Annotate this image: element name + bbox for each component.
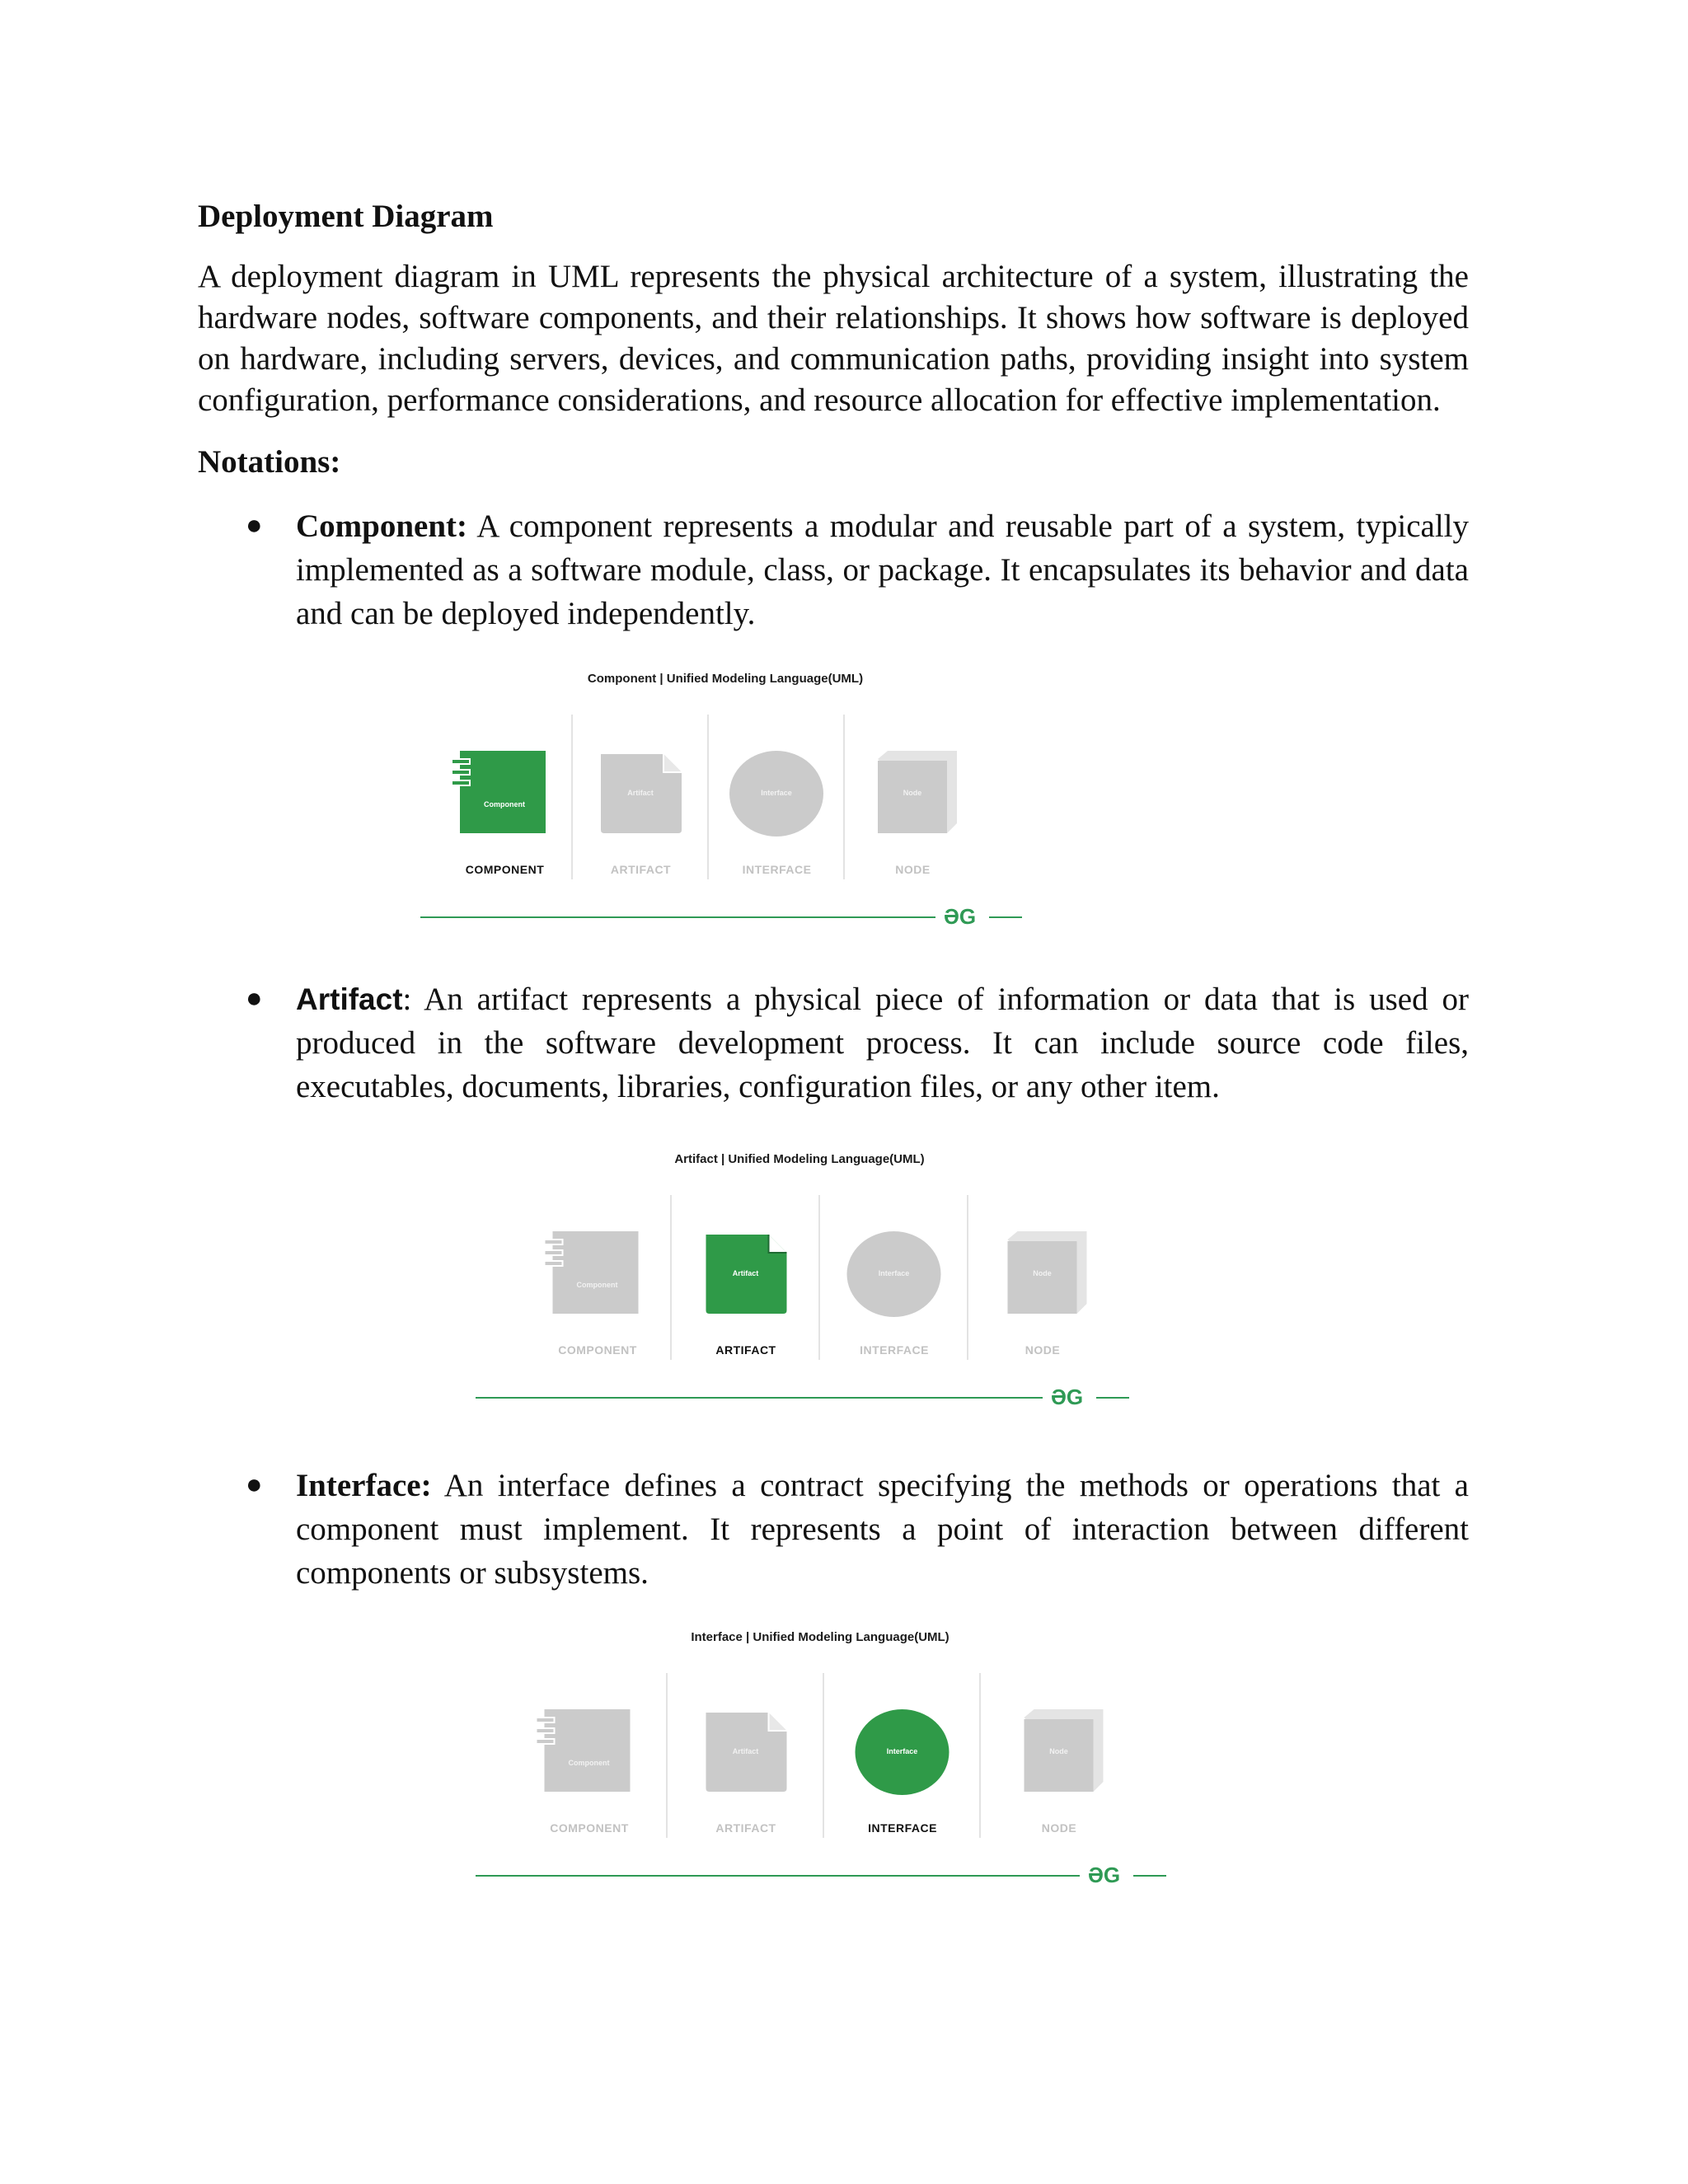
notation-label-component: COMPONENT [550, 1821, 629, 1835]
notation-cell-interface [824, 1673, 981, 1838]
figure-title: Artifact | Unified Modeling Language(UML) [674, 1152, 925, 1166]
artifact-figure [466, 1152, 1133, 1424]
interface-figure [466, 1630, 1175, 1902]
component-symbol [437, 748, 573, 846]
component-shape [553, 1231, 639, 1314]
notation-label-interface: INTERFACE [742, 863, 812, 876]
interface-symbol [709, 748, 845, 846]
brand-rule [476, 1397, 1043, 1399]
figure-title: Component | Unified Modeling Language(UML) [587, 672, 864, 686]
page-title: Deployment Diagram [198, 199, 494, 234]
node-symbol [845, 748, 981, 846]
component-port [537, 1728, 555, 1733]
shape-label: Node [903, 789, 922, 797]
component-symbol [523, 1228, 672, 1327]
bullet-term: Component: [296, 509, 468, 544]
notation-cell-artifact [672, 1195, 820, 1360]
notations-heading: Notations: [198, 444, 341, 480]
shape-label: Artifact [732, 1747, 759, 1755]
brand-rule [1133, 1875, 1166, 1877]
bullet-description: An interface defines a contract specifying the methods or operations that a component must implement. It represents a point of interaction between different components or subsystems. [296, 1468, 1469, 1591]
component-port [545, 1240, 563, 1244]
shape-label: Node [1033, 1269, 1052, 1277]
notation-label-interface: INTERFACE [868, 1821, 937, 1835]
shape-label: Artifact [732, 1269, 759, 1277]
bullet-marker: ● [246, 1469, 263, 1500]
artifact-fold [769, 1713, 787, 1731]
component-port [452, 759, 470, 764]
notation-label-component: COMPONENT [558, 1343, 637, 1357]
bullet-marker: ● [246, 983, 263, 1014]
node-shape [1025, 1719, 1094, 1792]
notation-cell-node [845, 715, 981, 879]
notation-cell-component [437, 715, 573, 879]
bullet-artifact [296, 977, 1469, 1108]
shape-label: Interface [761, 789, 792, 797]
notation-cell-artifact [573, 715, 709, 879]
intro-paragraph: A deployment diagram in UML represents the physical architecture of a system, illustrating the hardware nodes, software components, and their relationships. It shows how software is deployed on hardware, including servers, devices, and communication paths, providing insight into system configuration, performance considerations, and resource allocation for effective implementation. [198, 259, 1469, 418]
node-shape [878, 761, 947, 833]
component-shape [460, 751, 546, 833]
bullet-description: A component represents a modular and reusable part of a system, typically implemented as a software module, class, or package. It encapsulates its behavior and data and can be deployed independently. [296, 509, 1469, 631]
component-port [452, 780, 470, 785]
notation-cell-node [968, 1195, 1117, 1360]
brand-logo: ƏG [944, 904, 977, 929]
brand-rule [476, 1875, 1080, 1877]
component-port [545, 1261, 563, 1266]
bullet-term: Artifact [296, 982, 403, 1016]
notation-cell-component [511, 1673, 668, 1838]
notation-label-artifact: ARTIFACT [715, 1821, 776, 1835]
notation-label-artifact: ARTIFACT [610, 863, 672, 876]
notation-label-component: COMPONENT [465, 863, 545, 876]
bullet-description: : An artifact represents a physical piece of information or data that is used or produced in the software development process. It can include source code files, executables, documents, libraries, configuration files, or any other item. [296, 982, 1469, 1104]
brand-rule [989, 916, 1022, 918]
brand-rule [420, 916, 935, 918]
bullet-interface [296, 1464, 1469, 1595]
artifact-symbol [672, 1228, 820, 1327]
node-symbol [968, 1228, 1117, 1327]
brand-logo: ƏG [1051, 1385, 1084, 1409]
node-symbol [981, 1706, 1137, 1805]
component-port [537, 1739, 555, 1744]
bullet-component [296, 504, 1469, 635]
component-port [452, 770, 470, 775]
notation-cell-component [523, 1195, 672, 1360]
shape-label: Component [484, 800, 525, 808]
figure-title: Interface | Unified Modeling Language(UML) [691, 1630, 950, 1644]
artifact-fold [769, 1235, 787, 1253]
component-port [537, 1718, 555, 1722]
notation-cell-interface [709, 715, 845, 879]
component-symbol [511, 1706, 668, 1805]
component-shape [545, 1709, 631, 1792]
interface-symbol [824, 1706, 981, 1805]
notation-label-node: NODE [1025, 1343, 1061, 1357]
artifact-symbol [573, 748, 709, 846]
notation-cell-interface [820, 1195, 968, 1360]
node-shape [1008, 1241, 1077, 1314]
shape-label: Artifact [627, 789, 654, 797]
shape-label: Interface [886, 1747, 918, 1755]
interface-symbol [820, 1228, 968, 1327]
notation-cell-node [981, 1673, 1137, 1838]
component-figure [412, 672, 1039, 935]
bullet-term: Interface: [296, 1468, 432, 1503]
shape-label: Component [576, 1281, 618, 1289]
artifact-fold [663, 754, 682, 772]
brand-rule [1096, 1397, 1129, 1399]
shape-label: Interface [878, 1269, 910, 1277]
notation-label-node: NODE [1041, 1821, 1077, 1835]
component-port [545, 1250, 563, 1255]
notation-label-interface: INTERFACE [860, 1343, 929, 1357]
bullet-marker: ● [246, 510, 263, 541]
shape-label: Node [1049, 1747, 1068, 1755]
notation-label-artifact: ARTIFACT [715, 1343, 776, 1357]
brand-logo: ƏG [1088, 1863, 1121, 1887]
notation-cell-artifact [668, 1673, 824, 1838]
notation-label-node: NODE [895, 863, 931, 876]
artifact-symbol [668, 1706, 824, 1805]
shape-label: Component [568, 1759, 610, 1767]
